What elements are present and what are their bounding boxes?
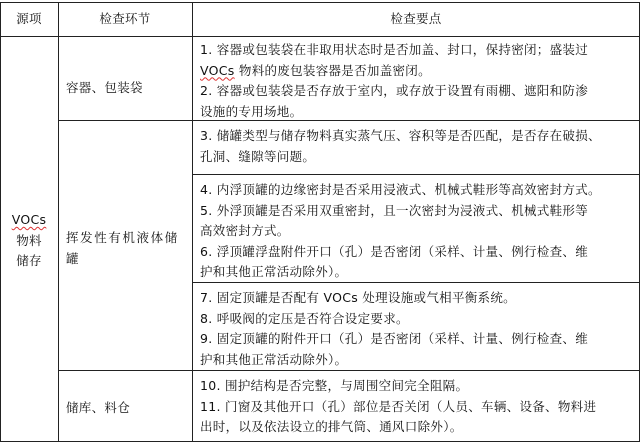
stage-tanks-line1: 挥发性有机液体储 [66,230,179,245]
stage-containers: 容器、包装袋 [66,80,143,95]
point-8: 8. 呼吸阀的定压是否符合设定要求。 [200,310,409,326]
rule-row2-bottom [58,370,640,371]
point-5-line1: 5. 外浮顶罐是否采用双重密封，且一次密封为浸液式、机械式鞋形等 [200,202,589,218]
point-6-line2: 护和其他正常活动除外）。 [200,264,348,279]
point-9-line2: 护和其他正常活动除外）。 [200,351,348,367]
point-2-line2: 设施的专用场地。 [200,103,303,119]
point-3-line1: 3. 储罐类型与储存物料真实蒸气压、容积等是否匹配，是否存在破损、 [200,128,601,143]
source-line3: 储存 [16,253,42,268]
source-cell [0,210,58,272]
points-block-3 [200,180,601,283]
point-6-line1: 6. 浮顶罐浮盘附件开口（孔）是否密闭（采样、计量、例行检查、维 [200,243,589,259]
point-9-line1: 9. 固定顶罐的附件开口（孔）是否密闭（采样、计量、例行检查、维 [200,331,589,346]
point-1-line2 [200,61,588,82]
header-points: 检查要点 [390,11,442,26]
rule-row2-inner1 [192,174,640,175]
points-block-2 [200,126,601,167]
point-7: 7. 固定顶罐是否配有 VOCs 处理设施或气相平衡系统。 [200,290,516,305]
points-block-4 [200,288,588,370]
points-block-1 [200,40,588,122]
inspection-table [0,2,640,442]
point-5-line2: 高效密封方式。 [200,223,290,238]
point-1-line1: 1. 容器或包装袋在非取用状态时是否加盖、封口，保持密闭；盛装过 [200,42,589,57]
stage-tanks [66,228,179,269]
point-3-line2: 孔洞、缝隙等问题。 [200,148,316,164]
source-line2: 物料 [16,232,42,248]
source-line1: VOCs [11,212,47,227]
stage-tanks-line2: 罐 [66,250,81,266]
points-block-5 [200,376,596,438]
point-1-line2-rest: 物料的废包装容器是否加盖密闭。 [234,62,431,78]
rule-col2 [192,2,193,442]
header-source: 源项 [16,11,42,26]
rule-col1 [58,2,59,442]
point-11-line1: 11. 门窗及其他开口（孔）部位是否关闭（人员、车辆、设备、物料进 [200,398,597,414]
stage-warehouse: 储库、料仓 [66,400,131,415]
vocs-keyword: VOCs [200,62,235,78]
header-stage: 检查环节 [99,11,151,26]
point-4: 4. 内浮顶罐的边缘密封是否采用浸液式、机械式鞋形等高效密封方式。 [200,182,601,197]
point-10: 10. 围护结构是否完整，与周围空间完全阻隔。 [200,378,469,393]
rule-header-bottom [0,36,640,37]
point-11-line2: 出时，以及依法设立的排气筒、通风口除外）。 [200,419,463,434]
rule-top [0,2,640,3]
point-2-line1: 2. 容器或包装袋是否存放于室内，或存放于设置有雨棚、遮阳和防渗 [200,83,589,98]
